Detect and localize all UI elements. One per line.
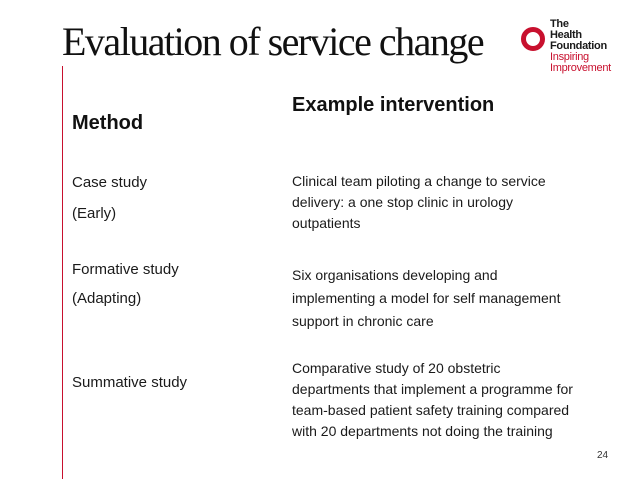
row-3-example-line-1: Comparative study of 20 obstetric <box>292 360 501 376</box>
accent-divider <box>62 66 63 479</box>
row-1-stage: (Early) <box>72 205 117 222</box>
health-foundation-logo <box>520 16 638 76</box>
page-title: Evaluation of service change <box>62 19 484 64</box>
row-1-example-line-1: Clinical team piloting a change to service <box>292 173 546 189</box>
row-2-example <box>292 264 612 333</box>
method-column-header: Method <box>72 112 144 134</box>
row-3-example-line-3: team-based patient safety training compared <box>292 402 570 418</box>
logo-line-1: The <box>550 18 569 30</box>
page-number: 24 <box>597 450 609 461</box>
logo-line-4: Inspiring <box>550 51 589 63</box>
row-2-example-line-1: Six organisations developing and <box>292 267 498 283</box>
row-1-example-line-3: outpatients <box>292 215 361 231</box>
logo-line-5: Improvement <box>550 62 611 74</box>
example-column-header: Example intervention <box>292 94 495 116</box>
logo-line-2: Health <box>550 29 582 41</box>
row-2-method: Formative study <box>72 261 179 278</box>
row-2-example-line-3: support in chronic care <box>292 313 434 329</box>
row-1-example-line-2: delivery: a one stop clinic in urology <box>292 194 514 210</box>
row-3-method: Summative study <box>72 374 188 391</box>
row-2-stage: (Adapting) <box>72 290 142 307</box>
logo-ring-icon <box>520 26 546 52</box>
row-3-example-line-2: departments that implement a programme for <box>292 381 573 397</box>
row-2-example-line-2: implementing a model for self management <box>292 290 561 306</box>
row-3-example <box>292 358 612 442</box>
row-1-example <box>292 171 612 234</box>
row-3-example-line-4: with 20 departments not doing the training <box>292 423 553 439</box>
row-1-method: Case study <box>72 174 148 191</box>
logo-line-3: Foundation <box>550 40 607 52</box>
